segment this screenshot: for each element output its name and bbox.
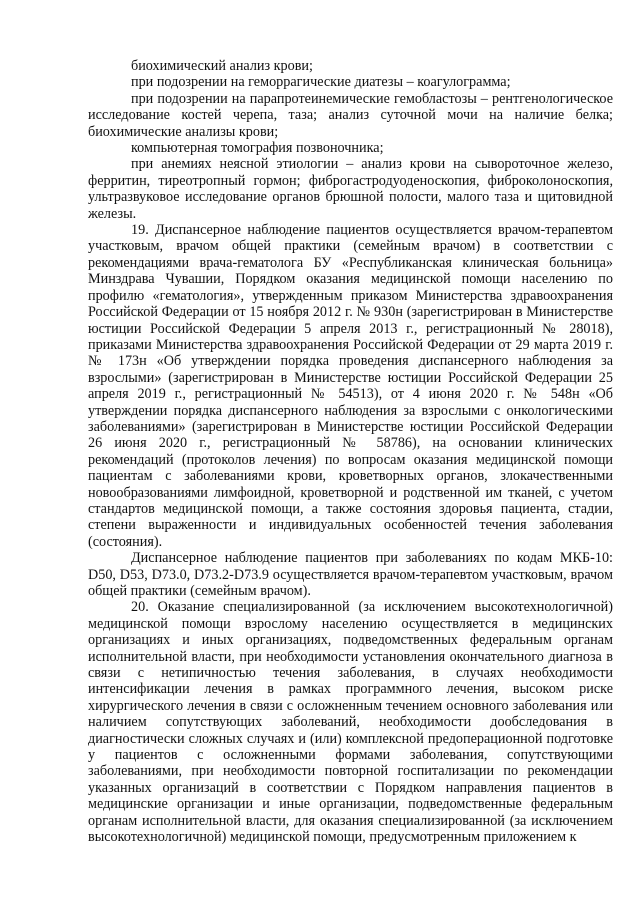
list-item-anemia: при анемиях неясной этиологии – анализ крови на сывороточное железо, ферритин, тиреотропный гормон; фиброгастродуоденоскопия, фиброколоноскопия, ультразвуковое исследование органов брюшной полости, малого таза и щитовидной железы. — [88, 156, 613, 222]
paragraph-19: 19. Диспансерное наблюдение пациентов осуществляется врачом-терапевтом участковым, врачом общей практики (семейным врачом) в соответствии с рекомендациями врача-гематолога БУ «Республиканская клиническая больница» Минздрава Чувашии, Порядком оказания медицинской помощи населению по профилю «гематология», утвержденным приказом Министерства здравоохранения Российской Федерации от 15 ноября 2012 г. № 930н (зарегистрирован в Министерстве юстиции Российской Федерации 5 апреля 2013 г., регистрационный № 28018), приказами Министерства здравоохранения Российской Федерации от 29 марта 2019 г. № 173н «Об утверждении порядка проведения диспансерного наблюдения за взрослыми» (зарегистрирован в Министерстве юстиции Российской Федерации 25 апреля 2019 г., регистрационный № 54513), от 4 июня 2020 г. № 548н «Об утверждении порядка диспансерного наблюдения за взрослыми с онкологическими заболеваниями» (зарегистрирован в Министерстве юстиции Российской Федерации 26 июня 2020 г., регистрационный № 58786), на основании клинических рекомендаций (протоколов лечения) по вопросам оказания медицинской помощи пациентам с заболеваниями крови, кроветворных органов, злокачественными новообразованиями лимфоидной, кроветворной и родственной им тканей, с учетом стандартов медицинской помощи, а также состояния здоровья пациента, стадии, степени выраженности и индивидуальных особенностей течения заболевания (состояния). — [88, 222, 613, 550]
list-item-paraprotein: при подозрении на парапротеинемические гемобластозы – рентгенологическое исследование костей черепа, таза; анализ суточной мочи на наличие белка; биохимические анализы крови; — [88, 90, 613, 140]
list-item-coagulogram: при подозрении на геморрагические диатезы – коагулограмма; — [131, 74, 511, 91]
list-item-biochem: биохимический анализ крови; — [131, 58, 313, 74]
paragraph-19-icd-codes: Диспансерное наблюдение пациентов при заболеваниях по кодам МКБ-10: D50, D53, D73.0, D73.2-D73.9 осуществляется врачом-терапевтом участковым, врачом общей практики (семейным врачом). — [88, 550, 613, 599]
paragraph-20: 20. Оказание специализированной (за исключением высокотехнологичной) медицинской помощи взрослому населению осуществляется в медицинских организациях и иных организациях, подведомственных федеральным органам исполнительной власти, при необходимости установления окончательного диагноза в связи с нетипичностью течения заболевания, в случаях необходимости интенсификации лечения в рамках программного лечения, высоком риске хирургического лечения в связи с осложненным течением основного заболевания или наличием сопутствующих заболеваний, необходимости дообследования в диагностически сложных случаях и (или) комплексной предоперационной подготовке у пациентов с осложненными формами заболевания, сопутствующими заболеваниями, при необходимости повторной госпитализации по рекомендации указанных организаций в соответствии с Порядком направления пациентов в медицинские организации и иные организации, подведомственные федеральным органам исполнительной власти, для оказания специализированной (за исключением высокотехнологичной) медицинской помощи, предусмотренным приложением к — [88, 599, 613, 846]
list-item-ct-spine: компьютерная томография позвоночника; — [131, 140, 384, 157]
